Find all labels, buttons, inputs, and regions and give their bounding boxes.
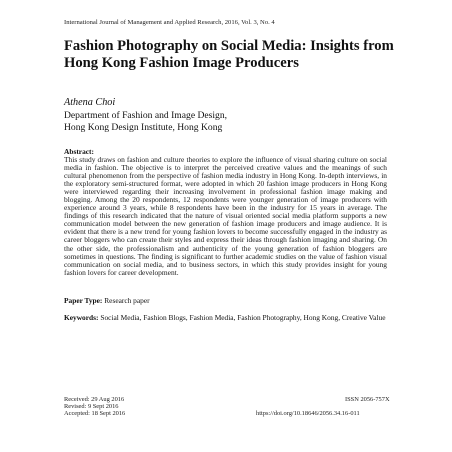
affiliation-line-department: Department of Fashion and Image Design, [64,110,228,121]
paper-type [64,296,150,305]
received-date: Received: 29 Aug 2016 [64,396,125,403]
accepted-date: Accepted: 18 Sept 2016 [64,410,126,418]
author-affiliation [64,110,227,133]
issn: ISSN 2056-757X [345,396,390,403]
abstract-text: This study draws on fashion and culture theories to explore the influence of visual sharing culture on social media in fashion. The objective is to interpret the perceived creative values and the meanings of such cultural phenomenon from the perspective of fashion media industry in Hong Kong. In-depth interviews, in the exploratory semi-structured format, were adopted in which 20 fashion image producers in Hong Kong were interviewed regarding their increasing involvement in professional fashion image making and blogging. Among the 20 respondents, 12 respondents were younger generation of image producers with experience around 3 years, while 8 respondents have been in the industry for 15 years in average. The findings of this research indicated that the nature of visual oriented social media platform supports a new communication model between the new generation of fashion image producers and image audience. It is evident that there is a new trend for young fashion lovers to become successfully engaged in the industry as career bloggers who can create their styles and express their ideas through fashion imaging and sharing. On the other side, the professionalism and authenticity of the young generation of fashion bloggers are sometimes in questions. The finding is significant to further academic studies on the value of fashion visual communication on social media, and to business sectors, in which this study provides insight for young fashion lovers for career development. [64,155,387,277]
abstract-heading: Abstract: [64,147,94,156]
paper-type-label: Paper Type: [64,296,103,305]
keywords-value: Social Media, Fashion Blogs, Fashion Media, Fashion Photography, Hong Kong, Creative Value [100,313,386,322]
journal-header: International Journal of Management and Applied Research, 2016, Vol. 3, No. 4 [64,19,275,26]
paper-title: Fashion Photography on Social Media: Insights from Hong Kong Fashion Image Producers [64,38,394,71]
keywords [64,314,388,322]
author-name: Athena Choi [64,97,116,108]
publication-dates [64,396,125,418]
keywords-label: Keywords: [64,313,99,322]
revised-date: Revised: 9 Sept 2016 [64,403,119,411]
doi-link[interactable]: https://doi.org/10.18646/2056.34.16-011 [256,410,360,417]
affiliation-line-institute: Hong Kong Design Institute, Hong Kong [64,121,223,133]
paper-type-value: Research paper [104,296,150,305]
